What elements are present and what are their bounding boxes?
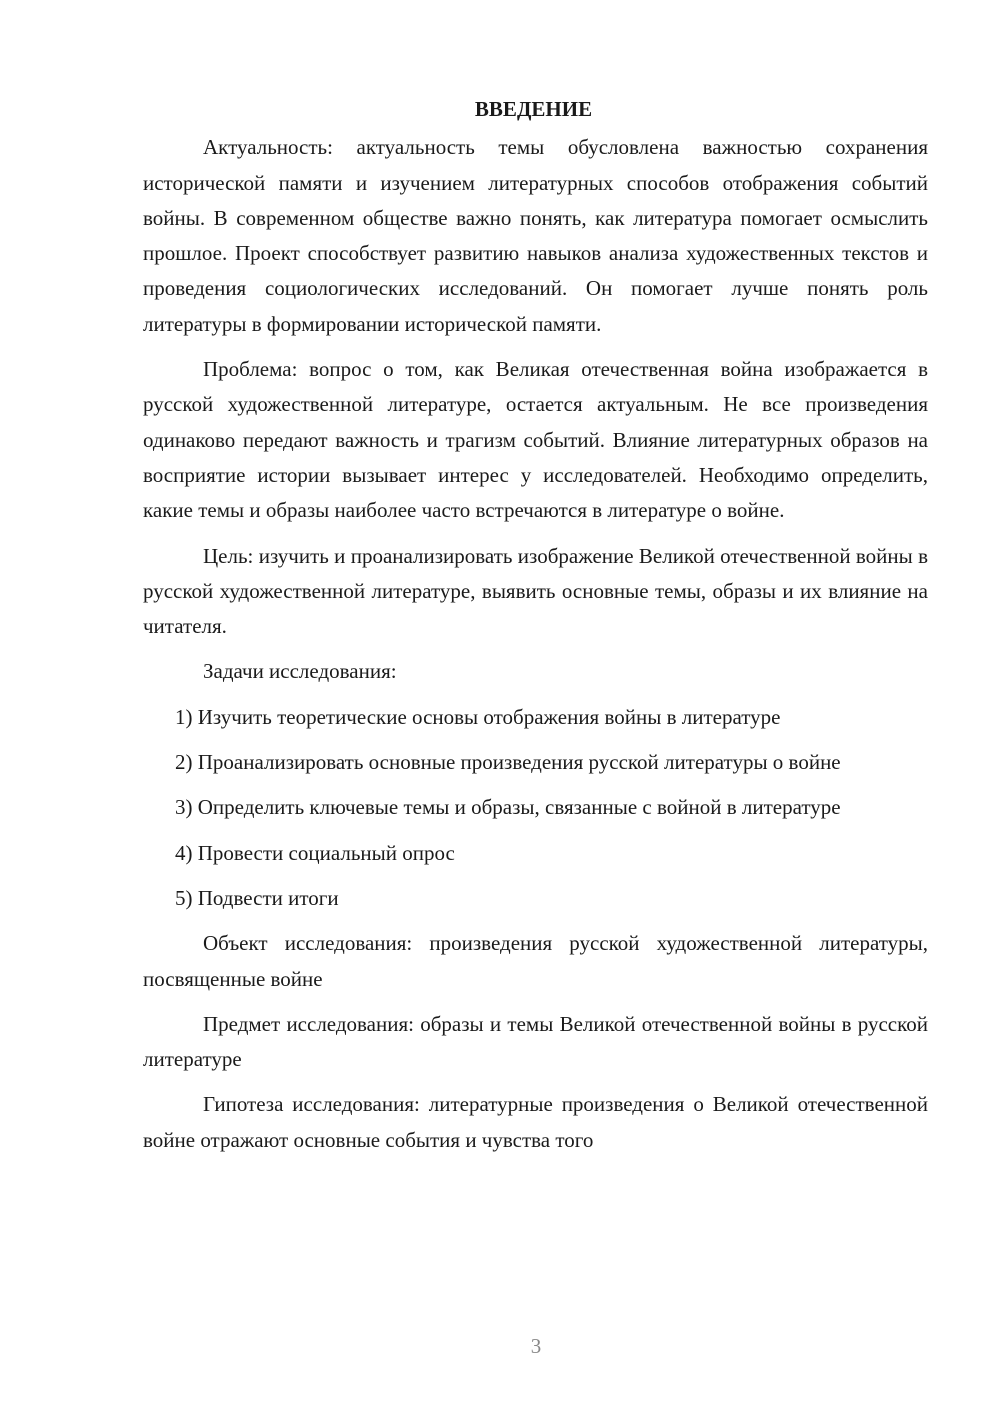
task-item-4: 4) Провести социальный опрос bbox=[175, 840, 455, 865]
relevance-paragraph: Актуальность: актуальность темы обусловлена важностью сохранения исторической памяти и изучением литературных способов отображения событий войны. В современном обществе важно понять, как литература помогает осмыслить прошлое. Проект способствует развитию навыков анализа художественных текстов и проведения социологических исследований. Он помогает лучше понять роль литературы в формировании исторической памяти. bbox=[143, 135, 928, 336]
subject-paragraph: Предмет исследования: образы и темы Великой отечественной войны в русской литературе bbox=[143, 1011, 928, 1072]
task-item-5: 5) Подвести итоги bbox=[175, 885, 339, 910]
page-content bbox=[143, 92, 928, 1168]
hypothesis-paragraph: Гипотеза исследования: литературные произведения о Великой отечественной войне отражают основные события и чувства того bbox=[143, 1092, 928, 1152]
task-item-3: 3) Определить ключевые темы и образы, связанные с войной в литературе bbox=[175, 795, 841, 820]
goal-paragraph: Цель: изучить и проанализировать изображение Великой отечественной войны в русской художественной литературе, выявить основные темы, образы и их влияние на читателя. bbox=[143, 543, 928, 639]
section-heading: ВВЕДЕНИЕ bbox=[474, 97, 593, 121]
tasks-title: Задачи исследования: bbox=[203, 659, 397, 684]
task-item-2: 2) Проанализировать основные произведения русской литературы о войне bbox=[175, 750, 841, 775]
problem-paragraph: Проблема: вопрос о том, как Великая отечественная война изображается в русской художественной литературе, остается актуальным. Не все произведения одинаково передают важность и трагизм событий. Влияние литературных образов на восприятие истории вызывает интерес у исследователей. Необходимо определить, какие темы и образы наиболее часто встречаются в литературе о войне. bbox=[143, 357, 928, 523]
page-number: 3 bbox=[530, 1334, 542, 1358]
object-paragraph: Объект исследования: произведения русской художественной литературы, посвященные войне bbox=[143, 931, 928, 991]
task-item-1: 1) Изучить теоретические основы отображения войны в литературе bbox=[175, 704, 781, 729]
